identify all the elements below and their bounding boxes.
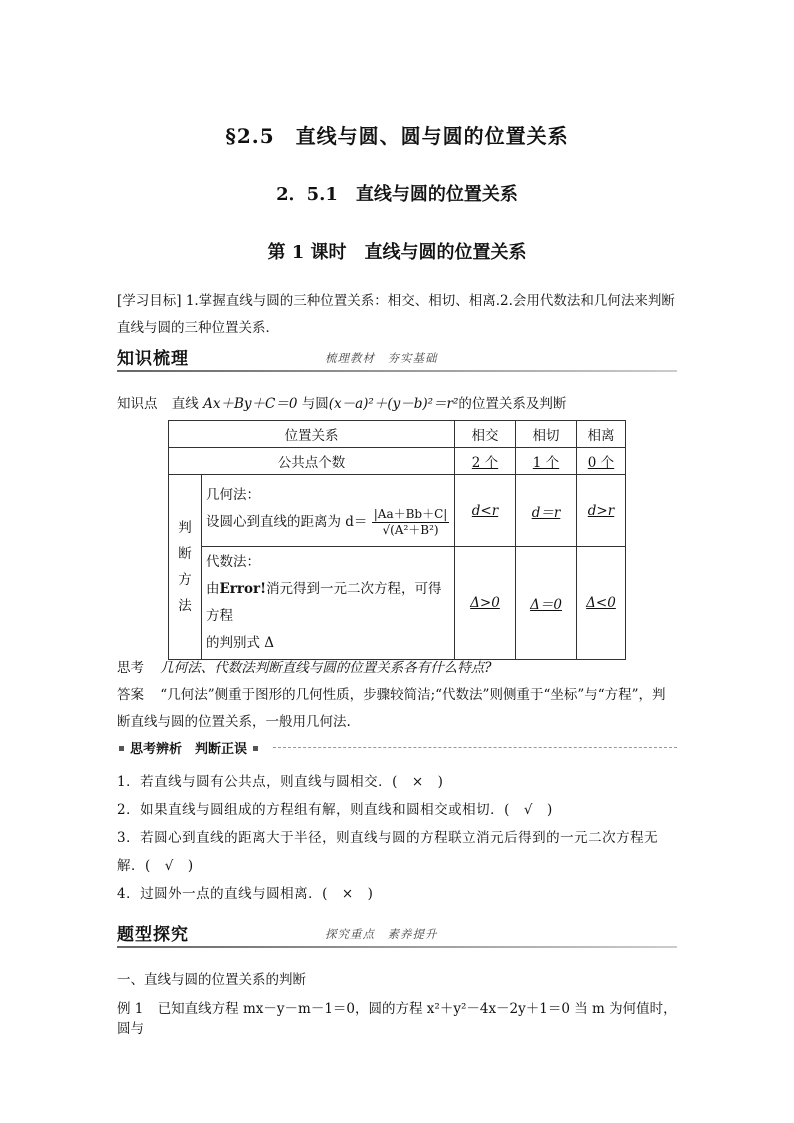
formula-denominator: √(A²＋B²) xyxy=(382,523,439,537)
banner-title: 题型探究 xyxy=(117,925,189,945)
table-header-row xyxy=(169,421,626,448)
square-bullet-icon xyxy=(119,746,124,751)
algebraic-text: 由 xyxy=(206,581,220,597)
knowledge-review-banner xyxy=(117,344,677,372)
learning-goal xyxy=(117,288,677,342)
goal-tag: [学习目标] xyxy=(117,293,182,309)
goal-text: 1.掌握直线与圆的三种位置关系：相交、相切、相离.2.会用代数法和几何法来判断直线与圆的三种位置关系． xyxy=(117,293,675,336)
table-row xyxy=(169,448,626,475)
subsection-title: 2．5.1 直线与圆的位置关系 xyxy=(276,184,518,205)
practice-title: 思考辨析 判断正误 xyxy=(130,742,248,757)
table-cell xyxy=(516,547,577,660)
example-text: 已知直线方程 mx－y－m－1＝0，圆的方程 x²＋y²－4x－2y＋1＝0 当 m 为何值时，圆与 xyxy=(117,1001,677,1037)
common-points-label: 公共点个数 xyxy=(169,448,455,475)
kp-text-b: 与圆 xyxy=(297,396,329,412)
example-label: 例 1 xyxy=(117,1001,144,1017)
table-cell xyxy=(577,475,626,547)
algebraic-method-cell xyxy=(202,547,455,660)
list-item: 2．如果直线与圆组成的方程组有解，则直线和圆相交或相切．( √ ) xyxy=(117,802,553,818)
table-row xyxy=(169,475,626,547)
table-cell xyxy=(455,475,516,547)
banner-divider xyxy=(117,370,677,372)
algebraic-value: Δ＝0 xyxy=(530,597,562,613)
geometric-desc: 设圆心到直线的距离为 d＝ xyxy=(206,514,368,530)
table-cell: 2 个 xyxy=(455,448,516,475)
list-item: 4．过圆外一点的直线与圆相离．( × ) xyxy=(117,886,374,902)
kp-line-equation: Ax＋By＋C＝0 xyxy=(203,396,298,412)
table-cell: 0 个 xyxy=(577,448,626,475)
banner-subtitle: 梳理教材 夯实基础 xyxy=(325,351,438,365)
algebraic-title: 代数法： xyxy=(206,554,260,570)
kp-circle-equation: (x－a)²＋(y－b)²＝r² xyxy=(328,396,459,412)
practice-header xyxy=(117,738,677,758)
lesson-title: 第 1 课时 直线与圆的位置关系 xyxy=(267,242,527,263)
table-header: 相离 xyxy=(577,421,626,448)
knowledge-point xyxy=(117,392,697,412)
banner-title: 知识梳理 xyxy=(117,349,189,369)
banner-divider xyxy=(117,946,677,948)
section-title: §2.5 直线与圆、圆与圆的位置关系 xyxy=(225,124,569,148)
table-cell: 1 个 xyxy=(516,448,577,475)
list-item: 1．若直线与圆有公共点，则直线与圆相交．( × ) xyxy=(117,774,444,790)
answer-text: “几何法”侧重于图形的几何性质，步骤较简洁;“代数法”则侧重于“坐标”与“方程”，判断直线与圆的位置关系，一般用几何法. xyxy=(117,687,666,730)
kp-text-a: 直线 xyxy=(171,396,204,412)
list-item: 3．若圆心到直线的距离大于半径，则直线与圆的方程联立消元后得到的一元二次方程无解．( √ ) xyxy=(117,830,659,874)
table-header: 相交 xyxy=(455,421,516,448)
geometric-title: 几何法： xyxy=(206,487,260,503)
practice-list xyxy=(117,768,677,908)
judge-char: 断 xyxy=(178,546,192,562)
geometric-method-cell xyxy=(202,475,455,547)
kp-label: 知识点 xyxy=(117,396,158,412)
algebraic-value: Δ<0 xyxy=(586,595,616,611)
geometric-value: d<r xyxy=(471,502,499,519)
judge-char: 方 xyxy=(178,572,192,588)
table-row xyxy=(169,547,626,660)
type-heading: 一、直线与圆的位置关系的判断 xyxy=(117,972,306,988)
table-cell xyxy=(516,475,577,547)
relation-table xyxy=(168,420,626,660)
think-label: 思考 xyxy=(117,660,144,676)
table-cell xyxy=(455,547,516,660)
example-1 xyxy=(117,997,682,1037)
banner-subtitle: 探究重点 素养提升 xyxy=(325,927,438,941)
judge-char: 判 xyxy=(178,520,192,536)
question-types-banner xyxy=(117,920,677,948)
judge-method-label xyxy=(169,475,202,660)
formula-numerator: |Aa＋Bb＋C| xyxy=(373,507,448,521)
algebraic-text: 的判别式 Δ xyxy=(206,635,275,651)
think-question: 几何法、代数法判断直线与圆的位置关系各有什么特点? xyxy=(160,660,492,676)
think-block xyxy=(117,655,677,736)
algebraic-value: Δ>0 xyxy=(470,595,500,611)
kp-text-c: 的位置关系及判断 xyxy=(458,396,567,412)
judge-char: 法 xyxy=(178,598,192,614)
algebraic-text: 消元得到一元二次方程，可得方程 xyxy=(206,581,442,624)
geometric-value: d>r xyxy=(587,502,615,519)
geometric-value: d＝r xyxy=(531,504,561,521)
square-bullet-icon xyxy=(253,746,258,751)
table-header: 相切 xyxy=(516,421,577,448)
table-cell xyxy=(577,547,626,660)
table-header: 位置关系 xyxy=(169,421,455,448)
distance-formula xyxy=(372,507,450,538)
error-text: Error! xyxy=(219,581,267,597)
practice-divider xyxy=(273,747,677,749)
answer-label: 答案 xyxy=(117,687,144,703)
